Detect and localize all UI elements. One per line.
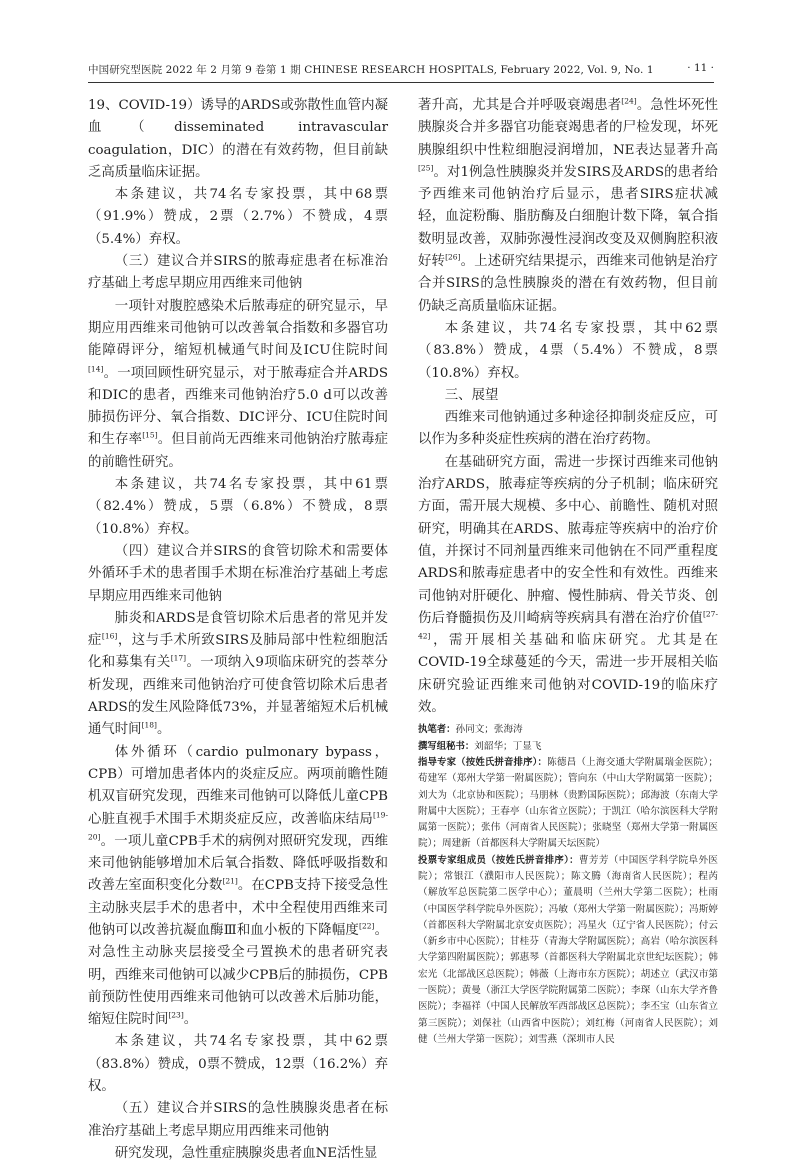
secretary: 撰写组秘书：刘韶华；丁显飞 <box>418 740 542 752</box>
guidance-experts: 指导专家（按姓氏拼音排序）：陈德昌（上海交通大学附属瑞金医院）；荀建军（郑州大学第一附属医院）；管向东（中山大学附属第一医院）；刘大为（北京协和医院）；马朋林（贵黔国际医院）；邱海波（东南大学附属中大医院）；王春亭（山东省立医院）；于凯江（哈尔滨医科大学附属第一医院）；张伟（河南省人民医院）；张晓坚（郑州大学第一附属医院）；周建新（首都医科大学附属天坛医院） <box>418 756 718 850</box>
citation: [23] <box>168 1010 184 1020</box>
paragraph: 西维来司他钠通过多种途径抑制炎症反应，可以作为多种炎症性疾病的潜在治疗药物。 <box>418 410 718 448</box>
paragraph: 在基础研究方面，需进一步探讨西维来司他钠治疗ARDS，脓毒症等疾病的分子机制；临床研究方面，需开展大规模、多中心、前瞻性、随机对照研究，明确其在ARDS、脓毒症等疾病中的治疗价值，并探讨不同剂量西维来司他钠在不同严重程度ARDS和脓毒症患者中的安全性和有效性。西维来司他钠对肝硬化、肿瘤、慢性肺病、骨关节炎、创伤后脊髓损伤及川崎病等疾病具有潜在治疗价值[27-42]，需开展相关基础和临床研究。尤其是在COVID-19全球蔓延的今天，需进一步开展相关临床研究验证西维来司他钠对COVID-19的临床疗效。 <box>418 454 718 716</box>
writers: 执笔者：孙同文；张海涛 <box>418 724 523 736</box>
citation: [27-42] <box>418 609 718 641</box>
citation: [24] <box>621 96 637 106</box>
paragraph: 肺炎和ARDS是食管切除术后患者的常见并发症[16]，这与手术所致SIRS及肺局部中性粒细胞活化和募集有关[17]。一项纳入9项临床研究的荟萃分析发现，西维来司他钠治疗可使食管切除术后患者ARDS的发生风险降低73%，并显著缩短术后机械通气时间[18]。 <box>88 610 389 738</box>
header-rule <box>88 82 714 83</box>
citation: [22] <box>359 921 375 931</box>
paragraph: 19、COVID-19）诱导的ARDS或弥散性血管内凝血（disseminated intravascular coagulation，DIC）的潜在有效药物，但目前缺乏高质量临床证据。 <box>88 98 388 180</box>
right-column <box>418 95 718 1048</box>
vote-result: 本条建议，共74名专家投票，其中68票（91.9%）赞成，2票（2.7%）不赞成，4票（5.4%）弃权。 <box>88 187 388 247</box>
voting-experts: 投票专家组成员（按姓氏拼音排序）：曹芳芳（中国医学科学院阜外医院）；常银江（濮阳市人民医院）；陈文腾（海南省人民医院）；程芮（解放军总医院第二医学中心）；董晨明（兰州大学第二医院）；杜雨（中国医学科学院阜外医院）；冯敏（郑州大学第一附属医院）；冯斯婷（首都医科大学附属北京安贞医院）；冯星火（辽宁省人民医院）；付云（新乡市中心医院）；甘桂芬（青海大学附属医院）；高岩（哈尔滨医科大学第四附属医院）；郭惠琴（首都医科大学附属北京世纪坛医院）；韩宏光（北部战区总医院）；韩薇（上海市东方医院）；胡述立（武汉市第一医院）；黄曼（浙江大学医学院附属第二医院）；李琛（山东大学齐鲁医院）；李福祥（中国人民解放军西部战区总医院）；李丕宝（山东省立第三医院）；刘保社（山西省中医院）；刘红梅（河南省人民医院）；刘健（兰州大学第一医院）；刘雪燕（深圳市人民 <box>418 854 719 1045</box>
paragraph: 著升高，尤其是合并呼吸衰竭患者[24]。急性坏死性胰腺炎合并多器官功能衰竭患者的尸检发现，坏死胰腺组织中性粒细胞浸润增加，NE表达显著升高[25]。对1例急性胰腺炎并发SIRS及ARDS的患者给予西维来司他钠治疗后显示，患者SIRS症状减轻，血淀粉酶、脂肪酶及白细胞计数下降，氧合指数明显改善，双肺弥漫性浸润改变及双侧胸腔积液好转[26]。上述研究结果提示，西维来司他钠是治疗合并SIRS的急性胰腺炎的潜在有效药物，但目前仍缺乏高质量临床证据。 <box>418 96 719 314</box>
citation: [15] <box>142 430 158 440</box>
vote-result: 本条建议，共74名专家投票，其中62票（83.8%）赞成，0票不赞成，12票（16.2%）弃权。 <box>88 1034 388 1095</box>
paragraph: 体外循环（cardio pulmonary bypass，CPB）可增加患者体内的炎症反应。两项前瞻性随机双盲研究发现，西维来司他钠可以降低儿童CPB心脏直视手术围手术期炎症反应，改善临床结局[19-20]。一项儿童CPB手术的病例对照研究发现，西维来司他钠能够增加术后氧合指数、降低呼吸指数和改善左室面积变化分数[21]。在CPB支持下接受急性主动脉夹层手术的患者中，术中全程使用西维来司他钠可以改善抗凝血酶Ⅲ和血小板的下降幅度[22]。对急性主动脉夹层接受全弓置换术的患者研究表明，西维来司他钠可以减少CPB后的肺损伤，CPB前预防性使用西维来司他钠可以改善术后肺功能，缩短住院时间[23]。 <box>88 744 388 1028</box>
section-heading: （五）建议合并SIRS的急性胰腺炎患者在标准治疗基础上考虑早期应用西维来司他钠 <box>88 1101 388 1139</box>
citation: [16] <box>101 631 118 641</box>
citation: [14] <box>88 364 104 374</box>
left-column <box>88 95 388 1165</box>
journal-citation: 中国研究型医院 2022 年 2 月第 9 卷第 1 期 CHINESE RESEARCH HOSPITALS, February 2022, Vol. 9, No. 1 <box>88 64 654 76</box>
running-header <box>88 62 714 80</box>
citation: [21] <box>222 876 238 886</box>
page-number: · 11 · <box>687 62 714 74</box>
citation: [18] <box>141 720 157 730</box>
section-heading-outlook: 三、展望 <box>444 387 499 403</box>
paragraph: 一项针对腹腔感染术后脓毒症的研究显示，早期应用西维来司他钠可以改善氧合指数和多器官功能障碍评分，缩短机械通气时间及ICU住院时间[14]。一项回顾性研究显示，对于脓毒症合并ARDS和DIC的患者，西维来司他钠治疗5.0 d可以改善肺损伤评分、氧合指数、DIC评分、ICU住院时间和生存率[15]。但目前尚无西维来司他钠治疗脓毒症的前瞻性研究。 <box>88 298 389 470</box>
citation: [19-20] <box>88 810 388 842</box>
citation: [26] <box>445 252 461 262</box>
citation: [25] <box>418 163 434 173</box>
citation: [17] <box>170 653 187 663</box>
vote-result: 本条建议，共74名专家投票，其中62票（83.8%）赞成，4票（5.4%）不赞成，8票（10.8%）弃权。 <box>418 320 718 381</box>
section-heading: （四）建议合并SIRS的食管切除术和需要体外循环手术的患者围手术期在标准治疗基础上考虑早期应用西维来司他钠 <box>88 543 388 604</box>
vote-result: 本条建议，共74名专家投票，其中61票（82.4%）赞成，5票（6.8%）不赞成，8票（10.8%）弃权。 <box>88 477 388 537</box>
section-heading: （三）建议合并SIRS的脓毒症患者在标准治疗基础上考虑早期应用西维来司他钠 <box>88 254 388 292</box>
paragraph: 研究发现，急性重症胰腺炎患者血NE活性显 <box>114 1145 378 1161</box>
